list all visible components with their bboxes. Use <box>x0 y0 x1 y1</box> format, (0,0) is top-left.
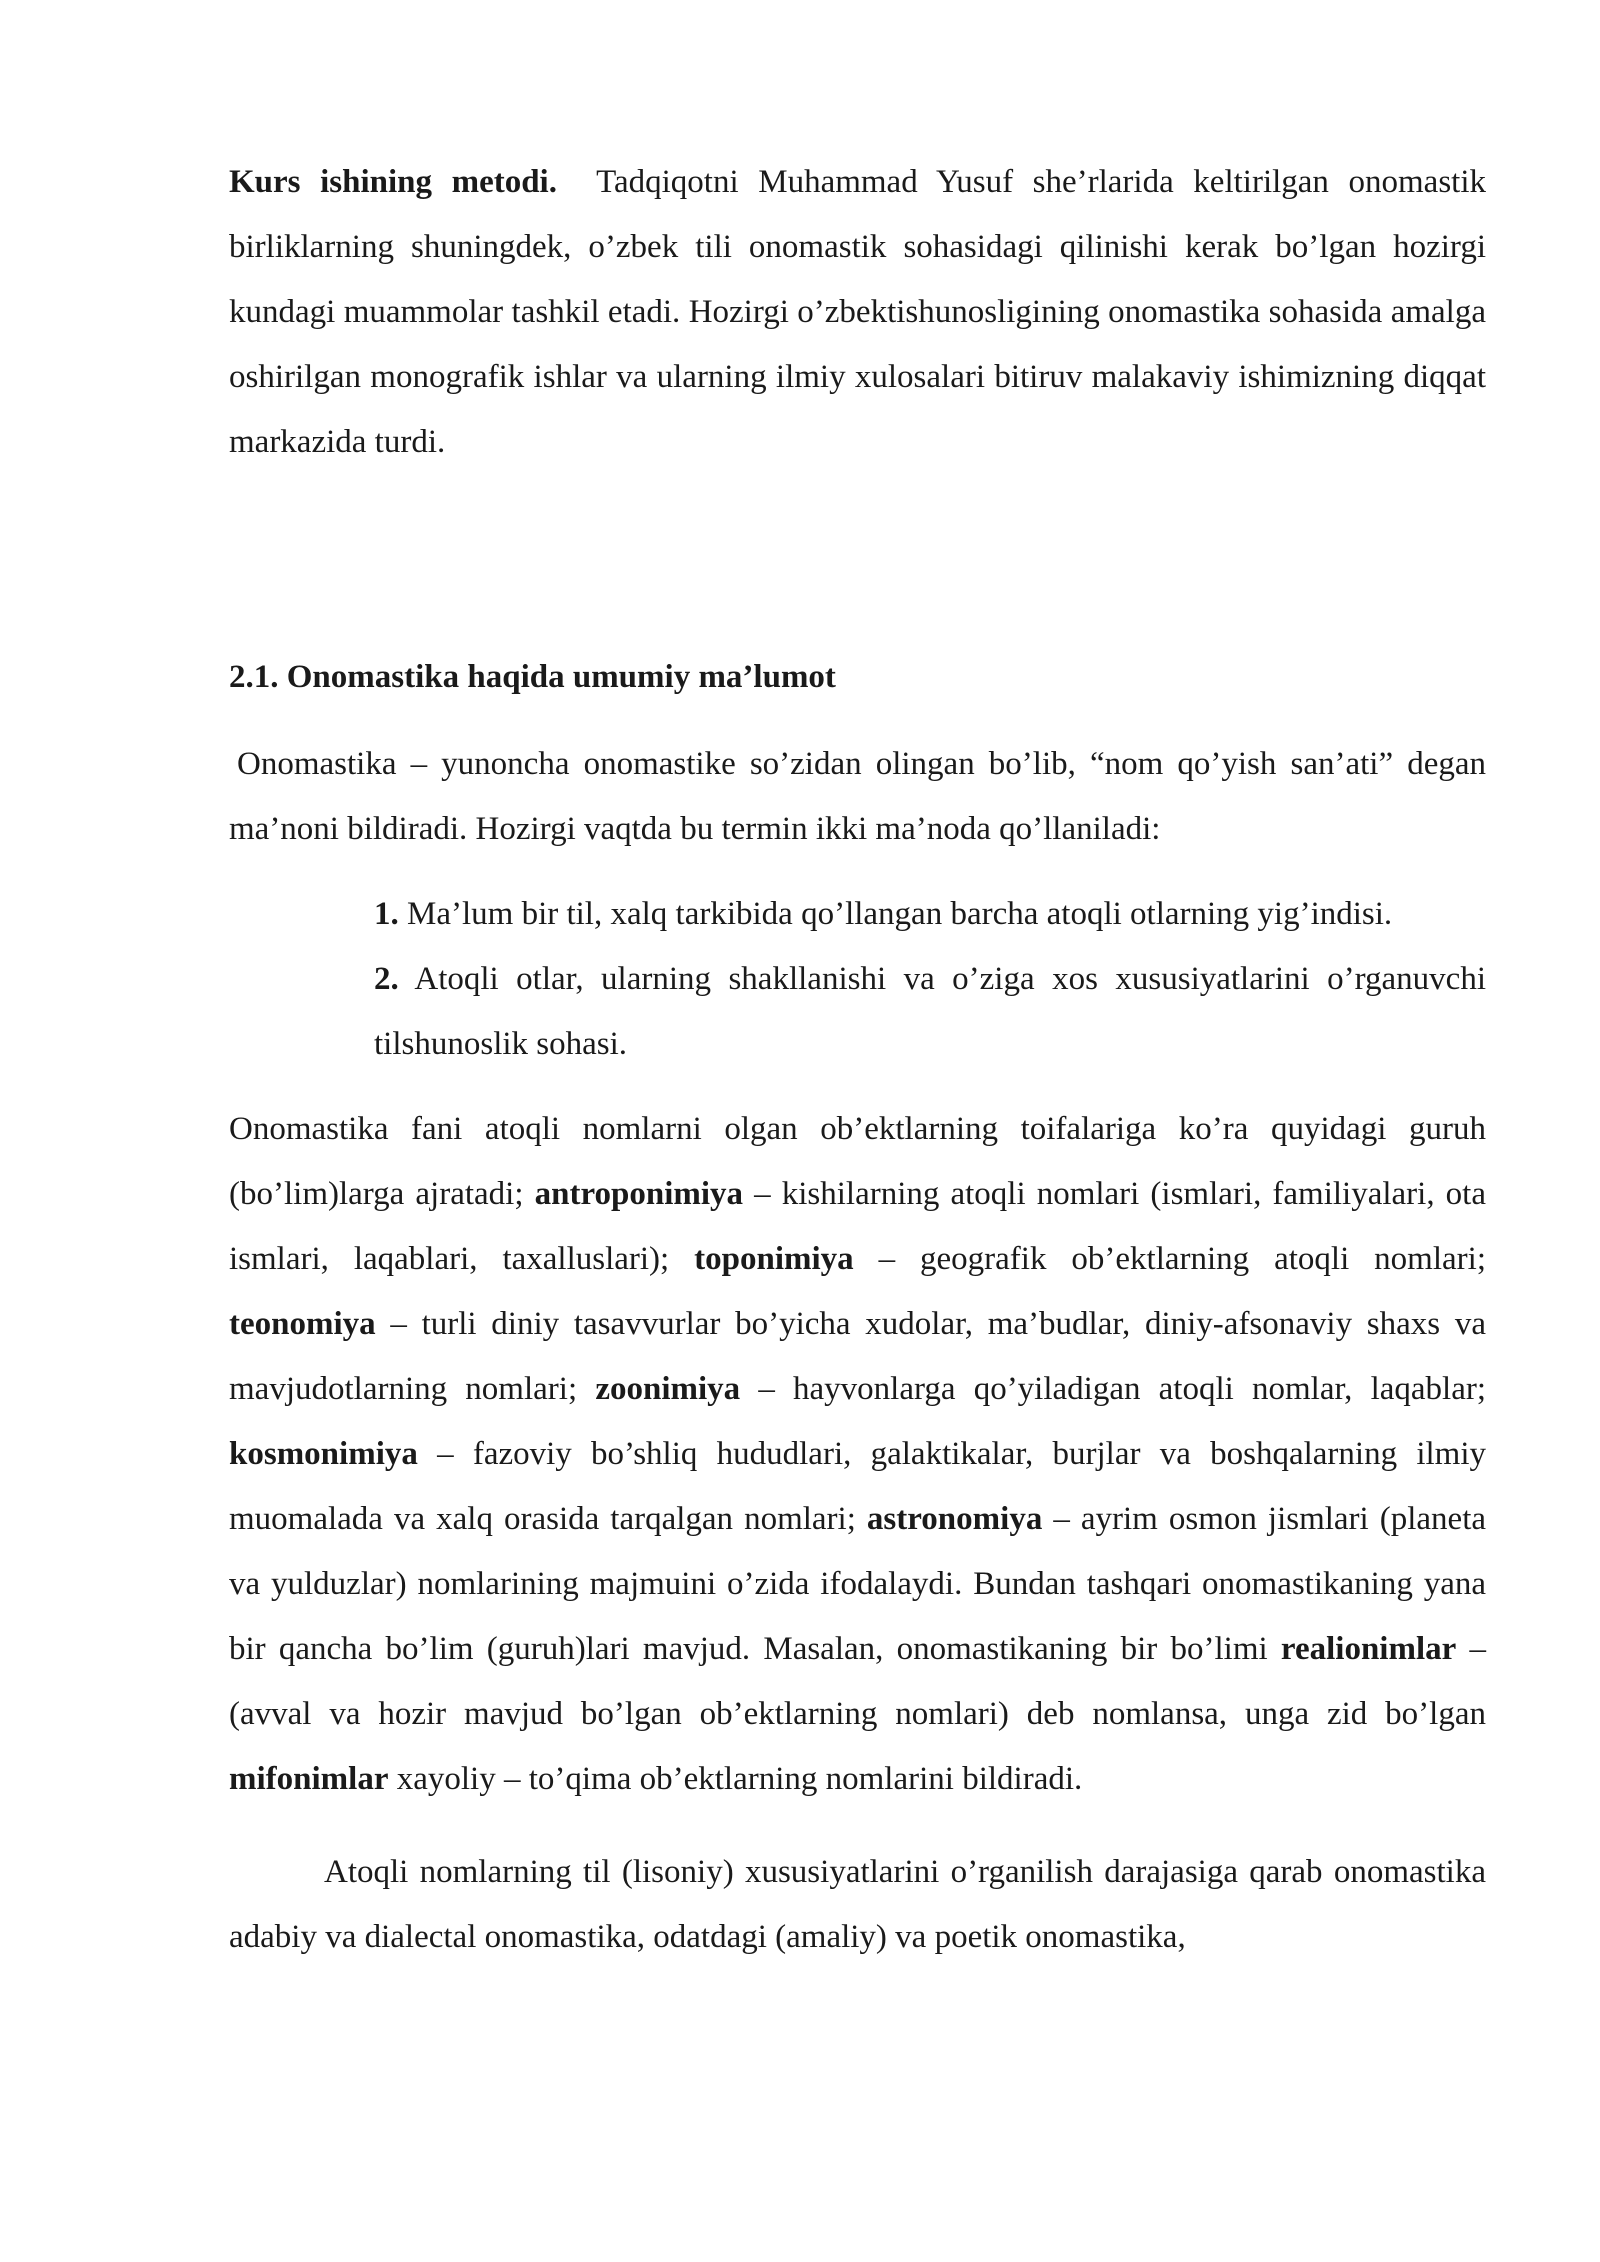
term-realionimlar: realionimlar <box>1280 1631 1457 1667</box>
branches-text: – (avval va hozir mavjud bo’lgan ob’ektlarning nomlari) deb nomlansa, unga zid bo’lgan <box>229 1631 1486 1732</box>
branches-text: – ayrim osmon jismlari (planeta va yulduzlar) nomlarining majmuini o’zida ifodalaydi. Bundan tashqari onomastikaning yana bir qancha bo’lim (guruh)lari mavjud. Masalan, onomastikaning bir bo’limi <box>229 1501 1487 1667</box>
document-page <box>229 150 1486 1970</box>
branches-text: – fazoviy bo’shliq hududlari, galaktikalar, burjlar va boshqalarning ilmiy muomalada va xalq orasida tarqalgan nomlari; <box>229 1436 1486 1537</box>
last-paragraph: Atoqli nomlarning til (lisoniy) xususiyatlarini o’rganilish darajasiga qarab onomastika adabiy va dialectal onomastika, odatdagi (amaliy) va poetik onomastika, <box>229 1854 1486 1955</box>
meanings-list <box>229 882 1486 1077</box>
term-toponimiya: toponimiya <box>694 1241 854 1277</box>
branches-text: Onomastika fani atoqli nomlarni olgan ob’ektlarning toifalariga ko’ra quyidagi guruh (bo’lim)larga ajratadi; <box>229 1111 1486 1212</box>
branches-text: – turli diniy tasavvurlar bo’yicha xudolar, ma’budlar, diniy-afsonaviy shaxs va mavjudotlarning nomlari; <box>229 1306 1486 1407</box>
term-zoonimiya: zoonimiya <box>595 1371 741 1407</box>
branches-text: – kishilarning atoqli nomlari (ismlari, familiyalari, ota ismlari, laqablari, taxalluslari); <box>229 1176 1486 1277</box>
list-item-text: Atoqli otlar, ularning shakllanishi va o’ziga xos xususiyatlarini o’rganuvchi tilshunoslik sohasi. <box>374 961 1486 1062</box>
method-text: Tadqiqotni Muhammad Yusuf she’rlarida keltirilgan onomastik birliklarning shuningdek, o’zbek tili onomastik sohasidagi qilinishi kerak bo’lgan hozirgi kundagi muammolar tashkil etadi. Hozirgi o’zbektishunosligining onomastika sohasida amalga oshirilgan monografik ishlar va ularning ilmiy xulosalari bitiruv malakaviy ishimizning diqqat markazida turdi. <box>229 164 1486 460</box>
method-heading: Kurs ishining metodi. <box>229 164 557 200</box>
branches-text: – geografik ob’ektlarning atoqli nomlari; <box>853 1241 1486 1277</box>
branches-text: xayoliy – to’qima ob’ektlarning nomlarini bildiradi. <box>388 1761 1083 1797</box>
section-title: 2.1. Onomastika haqida umumiy ma’lumot <box>229 659 836 695</box>
term-mifonimlar: mifonimlar <box>229 1761 389 1797</box>
method-paragraph <box>229 150 1486 475</box>
intro-paragraph: Onomastika – yunoncha onomastike so’zidan olingan bo’lib, “nom qo’yish san’ati” degan ma’noni bildiradi. Hozirgi vaqtda bu termin ikki ma’noda qo’llaniladi: <box>229 746 1486 847</box>
term-kosmonimiya: kosmonimiya <box>229 1436 418 1472</box>
list-item <box>374 947 1486 1077</box>
term-antroponimiya: antroponimiya <box>534 1176 744 1212</box>
branches-paragraph <box>229 1097 1486 1812</box>
list-item-number: 2. <box>374 961 399 997</box>
term-astronomiya: astronomiya <box>866 1501 1043 1537</box>
branches-text: – hayvonlarga qo’yiladigan atoqli nomlar, laqablar; <box>740 1371 1487 1407</box>
list-item-number: 1. <box>374 896 399 932</box>
list-item <box>374 882 1486 947</box>
term-teonomiya: teonomiya <box>229 1306 376 1342</box>
list-item-text: Ma’lum bir til, xalq tarkibida qo’llangan barcha atoqli otlarning yig’indisi. <box>407 896 1393 932</box>
